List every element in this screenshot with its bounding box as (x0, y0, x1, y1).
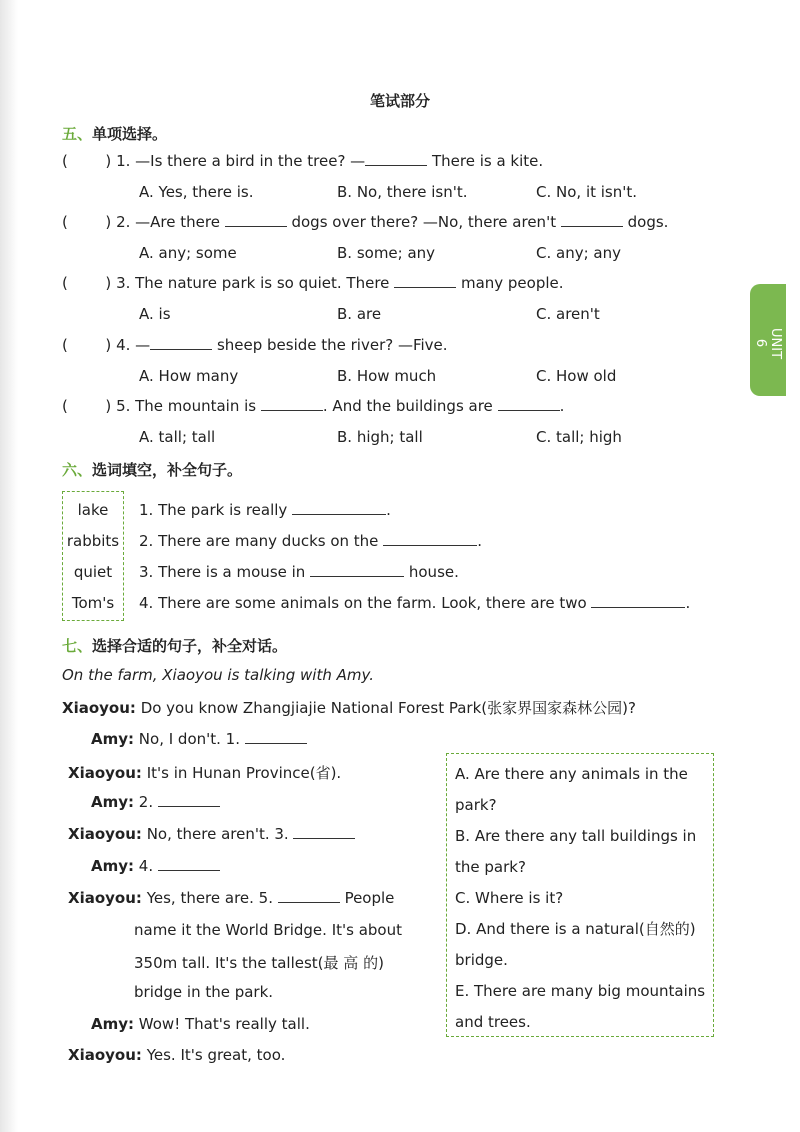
fill-sentence-1 (139, 501, 391, 519)
answer-paren-close: ) (105, 397, 112, 415)
dialogue-option-c: C. Where is it? (455, 889, 564, 907)
answer-paren-close: ) (105, 152, 112, 170)
section7-title: 选择合适的句子，补全对话。 (92, 637, 288, 655)
dialogue-option-d: D. And there is a natural(自然的) bridge. (455, 920, 696, 969)
blank[interactable] (561, 214, 623, 227)
dialogue-line-2 (91, 730, 307, 748)
dialogue-text: Yes, there are. 5. (146, 889, 273, 907)
section6-heading (62, 459, 242, 480)
dialogue-continuation: 350m tall. It's the tallest(最 高 的) (134, 954, 384, 972)
blank[interactable] (245, 731, 307, 744)
question-5 (62, 397, 564, 415)
question-stem: . (559, 397, 565, 415)
word-bank-item: rabbits (66, 532, 120, 550)
question-1 (62, 152, 543, 170)
sentence-text: house. (408, 563, 459, 581)
blank[interactable] (261, 398, 323, 411)
blank[interactable] (150, 337, 212, 350)
question-stem: sheep beside the river? —Five. (216, 336, 448, 354)
dialogue-line-8 (91, 1015, 310, 1033)
option-a: A. any; some (139, 244, 237, 262)
speaker: Amy: (91, 793, 135, 811)
speaker: Xiaoyou: (68, 764, 142, 782)
sentence-text: 3. There is a mouse in (139, 563, 306, 581)
option-b: B. high; tall (337, 428, 423, 446)
sentence-text: . (685, 594, 691, 612)
blank[interactable] (365, 153, 427, 166)
dialogue-line-9 (68, 1046, 285, 1064)
answer-paren-close: ) (105, 213, 112, 231)
question-stem: . And the buildings are (322, 397, 493, 415)
section6-number: 六、 (62, 461, 93, 479)
option-a: A. How many (139, 367, 239, 385)
fill-sentence-4 (139, 594, 690, 612)
question-stem: 4. — (116, 336, 151, 354)
speaker: Amy: (91, 1015, 135, 1033)
section5-heading (62, 123, 167, 144)
option-a: A. tall; tall (139, 428, 216, 446)
page-edge (0, 0, 18, 1132)
option-a: A. Yes, there is. (139, 183, 254, 201)
sentence-text: 2. There are many ducks on the (139, 532, 379, 550)
dialogue-text: No, there aren't. 3. (146, 825, 289, 843)
speaker: Xiaoyou: (68, 889, 142, 907)
dialogue-options-box (446, 753, 714, 1037)
dialogue-line-5 (68, 825, 355, 843)
dialogue-text: 4. (138, 857, 154, 875)
blank[interactable] (394, 275, 456, 288)
speaker: Amy: (91, 857, 135, 875)
blank[interactable] (591, 595, 685, 608)
answer-paren-open: ( (62, 152, 68, 170)
question-stem: dogs over there? —No, there aren't (291, 213, 557, 231)
blank[interactable] (383, 533, 477, 546)
dialogue-text: Wow! That's really tall. (138, 1015, 310, 1033)
dialogue-text: Do you know Zhangjiajie National Forest Park(张家界国家森林公园)? (140, 699, 636, 717)
answer-paren-open: ( (62, 274, 68, 292)
question-4 (62, 336, 448, 354)
section6-title: 选词填空，补全句子。 (92, 461, 243, 479)
dialogue-text: People (344, 889, 395, 907)
option-c: C. No, it isn't. (536, 183, 638, 201)
question-stem: 1. —Is there a bird in the tree? — (116, 152, 366, 170)
option-b: B. are (337, 305, 382, 323)
dialogue-continuation: name it the World Bridge. It's about (134, 921, 402, 939)
answer-paren-open: ( (62, 336, 68, 354)
answer-paren-close: ) (105, 274, 112, 292)
fill-sentence-3 (139, 563, 459, 581)
answer-paren-open: ( (62, 213, 68, 231)
question-stem: many people. (460, 274, 564, 292)
dialogue-line-3 (68, 762, 341, 783)
question-stem: 2. —Are there (116, 213, 220, 231)
dialogue-option-a: A. Are there any animals in the park? (455, 765, 688, 814)
sentence-text: 1. The park is really (139, 501, 288, 519)
answer-paren-close: ) (105, 336, 112, 354)
dialogue-line-7 (68, 889, 394, 907)
option-b: B. No, there isn't. (337, 183, 468, 201)
section7-number: 七、 (62, 637, 93, 655)
option-c: C. How old (536, 367, 617, 385)
option-a: A. is (139, 305, 171, 323)
dialogue-text: Yes. It's great, too. (146, 1046, 286, 1064)
dialogue-option-e: E. There are many big mountains and trees. (455, 982, 706, 1031)
section7-heading (62, 635, 287, 656)
dialogue-line-4 (91, 793, 220, 811)
speaker: Xiaoyou: (68, 825, 142, 843)
word-bank-item: Tom's (71, 594, 115, 612)
dialogue-text: 2. (138, 793, 154, 811)
fill-sentence-2 (139, 532, 482, 550)
sentence-text: . (386, 501, 391, 519)
dialogue-intro: On the farm, Xiaoyou is talking with Amy. (62, 666, 374, 684)
blank[interactable] (292, 502, 386, 515)
sentence-text: . (477, 532, 482, 550)
question-stem: dogs. (627, 213, 669, 231)
dialogue-line-1 (62, 697, 636, 718)
sentence-text: 4. There are some animals on the farm. Look, there are two (139, 594, 587, 612)
blank[interactable] (498, 398, 560, 411)
blank[interactable] (293, 826, 355, 839)
dialogue-line-6 (91, 857, 220, 875)
question-3 (62, 274, 564, 292)
option-b: B. some; any (337, 244, 436, 262)
word-bank-item: quiet (73, 563, 113, 581)
blank[interactable] (278, 890, 340, 903)
dialogue-continuation: bridge in the park. (134, 983, 274, 1001)
page-title: 笔试部分 (369, 92, 430, 110)
speaker: Amy: (91, 730, 135, 748)
section5-title: 单项选择。 (92, 125, 168, 143)
option-b: B. How much (337, 367, 437, 385)
word-bank-item: lake (77, 501, 109, 519)
blank[interactable] (310, 564, 404, 577)
question-stem: 5. The mountain is (116, 397, 257, 415)
option-c: C. any; any (536, 244, 621, 262)
unit-tab-label: UNIT 6 (753, 328, 783, 360)
question-stem: There is a kite. (431, 152, 544, 170)
unit-tab (750, 284, 786, 396)
blank[interactable] (158, 858, 220, 871)
speaker: Xiaoyou: (68, 1046, 142, 1064)
question-stem: 3. The nature park is so quiet. There (116, 274, 390, 292)
option-c: C. aren't (536, 305, 600, 323)
blank[interactable] (158, 794, 220, 807)
dialogue-text: It's in Hunan Province(省). (146, 764, 342, 782)
option-c: C. tall; high (536, 428, 622, 446)
question-2 (62, 213, 668, 231)
section5-number: 五、 (62, 125, 93, 143)
answer-paren-open: ( (62, 397, 68, 415)
speaker: Xiaoyou: (62, 699, 136, 717)
dialogue-text: No, I don't. 1. (138, 730, 240, 748)
word-bank (62, 491, 124, 621)
blank[interactable] (225, 214, 287, 227)
dialogue-option-b: B. Are there any tall buildings in the park? (455, 827, 697, 876)
